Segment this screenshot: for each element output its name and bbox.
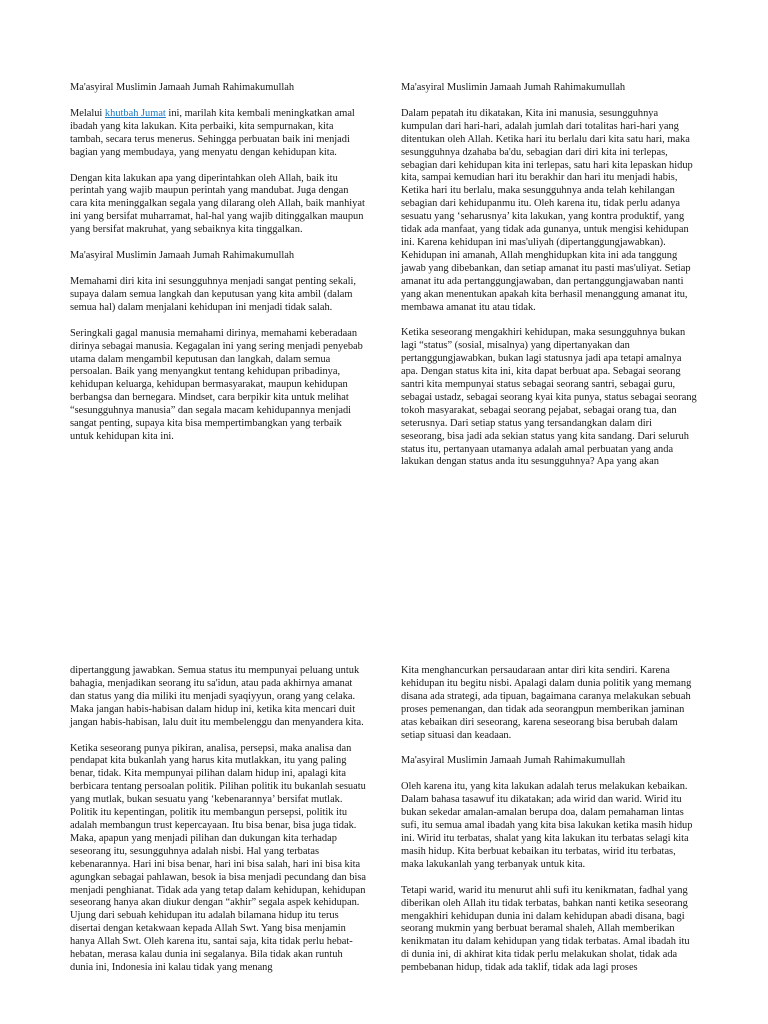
column-2 [401, 82, 698, 482]
section-heading: Ma'asyiral Muslimin Jamaah Jumah Rahimakumullah [401, 755, 626, 767]
column-4 [401, 665, 698, 988]
column-3 [70, 665, 367, 988]
khutbah-jumat-link[interactable]: khutbah Jumat [104, 107, 166, 119]
paragraph [70, 108, 367, 160]
paragraph: dipertanggung jawabkan. Semua status itu mempunyai peluang untuk bahagia, menjadikan seorang itu sa'idun, atau pada akhirnya amanat dan status yang dia miliki itu menjadi syaqiyyun, orang yang celaka. Maka jangan habis-habisan dalam hidup ini, ketika kita mencari duit jangan habis-habisan, lalu duit itu membelenggu dan menyandera kita. [70, 665, 364, 728]
section-heading: Ma'asyiral Muslimin Jamaah Jumah Rahimakumullah [401, 82, 626, 93]
paragraph: Memahami diri kita ini sesungguhnya menjadi sangat penting sekali, supaya dalam semua langkah dan keputusan yang kita ambil (dalam semua hal) dalam menjalani kehidupan ini menjadi tidak salah. [70, 275, 356, 313]
section-heading: Ma'asyiral Muslimin Jamaah Jumah Rahimakumullah [70, 82, 295, 93]
section-heading: Ma'asyiral Muslimin Jamaah Jumah Rahimakumullah [70, 250, 295, 262]
column-1 [70, 82, 367, 457]
paragraph: Ketika seseorang punya pikiran, analisa, persepsi, maka analisa dan pendapat kita bukanlah yang harus kita mutlakkan, itu yang paling benar, tidak. Kita mempunyai pilihan dalam hidup ini, apalagi kita berbicara tentang persoalan politik. Pilihan politik itu bukanlah sesuatu yang mutlak, bukan sesuatu yang ‘kebenarannya’ bersifat mutlak. Politik itu kepentingan, politik itu membangun persepsi, politik itu adalah membangun trust kepercayaan. Itu bisa benar, bisa juga tidak. Maka, apapun yang menjadi pilihan dan dukungan kita terhadap seseorang itu, sesungguhnya adalah nisbi. Hal yang terbatas kebenarannya. Hari ini bisa benar, hari ini bisa salah, hari ini bisa kita agungkan sebagai pahlawan, besok ia bisa menjadi pecundang dan bisa menjadi penghianat. Tidak ada yang tetap dalam kehidupan, kehidupan seseorang hanya akan diukur dengan “akhir” segala aspek kehidupan. Ujung dari sebuah kehidupan itu adalah bilamana hidup itu terus disertai dengan ketakwaan kepada Allah Swt. Yang bisa menjamin hanya Allah Swt. Oleh karena itu, santai saja, kita tidak perlu hebat-hebatan, merasa kalau dunia ini segalanya. Bila tidak akan runtuh dunia ini, Indonesia ini kalau tidak yang menang [70, 742, 367, 973]
paragraph-text: Melalui [70, 107, 105, 119]
paragraph: Dengan kita lakukan apa yang diperintahkan oleh Allah, baik itu perintah yang wajib maupun perintah yang mandubat. Juga dengan cara kita meninggalkan segala yang dilarang oleh Allah, baik manhiyat ini yang bersifat muharramat, hal-hal yang wajib ditinggalkan maupun yang bersifat makruhat, yang sebaiknya kita tinggalkan. [70, 172, 365, 236]
paragraph: Kita menghancurkan persaudaraan antar diri kita sendiri. Karena kehidupan itu begitu nisbi. Apalagi dalam dunia politik yang memang disana ada strategi, ada tipuan, bagaimana caranya melakukan sebuah proses pemenangan, dan tidak ada seorangpun memberikan jaminan atas kebaikan diri seseorang, karena seseorang bisa berubah dalam setiap situasi dan keadaan. [401, 665, 692, 741]
paragraph-text: ini, marilah kita kembali meningkatkan amal ibadah yang kita lakukan. Kita perbaiki, kita sempurnakan, kita tambah, secara terus menerus. Sehingga perbuatan baik ini menjadi bagian yang membudaya, yang menyatu dengan kehidupan kita. [70, 107, 355, 158]
paragraph: Oleh karena itu, yang kita lakukan adalah terus melakukan kebaikan. Dalam bahasa tasawuf itu dikatakan; ada wirid dan warid. Wirid itu bukan sekedar amalan-amalan berupa doa, dalam pemahaman lintas sufi, itu semua amal ibadah yang kita bisa lakukan ketika masih hidup ini. Wirid itu terbatas, shalat yang kita lakukan itu terbatas selagi kita masih hidup. Kita berbuat kebaikan itu terbatas, wirid itu terbatas, maka lakukanlah yang terbanyak untuk kita. [401, 781, 693, 870]
paragraph: Dalam pepatah itu dikatakan, Kita ini manusia, sesungguhnya kumpulan dari hari-hari, adalah jumlah dari totalitas hari-hari yang ditentukan oleh Allah. Ketika hari itu berlalu dari kita satu hari, maka sesungguhnya dzahaba ba'du, sebagian dari diri kita ini terlepas, sebagian dari kehidupan kita ini terlepas, satu hari kita lepaskan hidup kita, sampai kemudian hari itu berakhir dan hari itu menjadi habis, Ketika hari itu berlalu, maka sesungguhnya anda telah kehilangan sebagian dari kehidupanmu itu. Oleh karena itu, tidak perlu adanya sesuatu yang ‘seharusnya’ kita lakukan, yang kontra produktif, yang tidak ada manfaat, yang tidak ada gunanya, untuk mengisi kehidupan ini. Karena kehidupan ini mas'uliyah (dipertanggungjawabkan). Kehidupan ini amanah, Allah menghidupkan kita ini ada tanggung jawab yang dibebankan, dan setiap amanat itu pasti mas'uliyat. Setiap amanat itu ada pertanggungjawaban, dan pertanggungjawaban nanti yang akan menentukan apakah kita berhasil menanggung amanat itu, membawa amanat itu atau tidak. [401, 107, 693, 313]
paragraph: Ketika seseorang mengakhiri kehidupan, maka sesungguhnya bukan lagi “status” (sosial, misalnya) yang dipertanyakan dan pertanggungjawabkan, bukan lagi statusnya jadi apa tetapi amalnya apa. Dengan status kita ini, kita dapat berbuat apa. Sebagai seorang santri kita mempunyai status sebagai seorang santri, sebagai guru, sebagai ustadz, sebagai seorang kyai kita punya, status sebagai seorang tokoh masyarakat, sebagai seorang pejabat, sebagai orang tua, dan seterusnya. Dari setiap status yang tersandangkan dalam diri seseorang, bisa jadi ada sekian status yang kita sandang. Dari seluruh status itu, pertanyaan utamanya adalah amal perbuatan yang anda lakukan dengan status anda itu sesungguhnya? Apa yang akan [401, 327, 697, 468]
paragraph: Seringkali gagal manusia memahami dirinya, memahami keberadaan dirinya sebagai manusia. Kegagalan ini yang sering menjadi penyebab utama dalam mengambil keputusan dan langkah, dalam semua persoalan. Baik yang menyangkut tentang kehidupan pribadinya, kehidupan keluarga, kehidupan bermasyarakat, maupun kehidupan berbangsa dan bernegara. Mindset, cara berpikir kita untuk melihat “sesungguhnya manusia” dan segala macam kehidupannya menjadi sangat penting, supaya kita bisa mempertimbangkan yang terbaik untuk kehidupan kita ini. [70, 327, 363, 442]
paragraph: Tetapi warid, warid itu menurut ahli sufi itu kenikmatan, fadhal yang diberikan oleh Allah itu tidak terbatas, bahkan nanti ketika seseorang mengakhiri kehidupan dunia ini dalam kehidupan abadi disana, bagi seorang mukmin yang berbuat beramal shaleh, Allah memberikan kenikmatan itu dalam kehidupan yang tidak terbatas. Amal ibadah itu di dunia ini, di akhirat kita tidak perlu melakukan sholat, tidak ada pembebanan hidup, tidak ada taklif, tidak ada lagi proses [401, 884, 690, 974]
